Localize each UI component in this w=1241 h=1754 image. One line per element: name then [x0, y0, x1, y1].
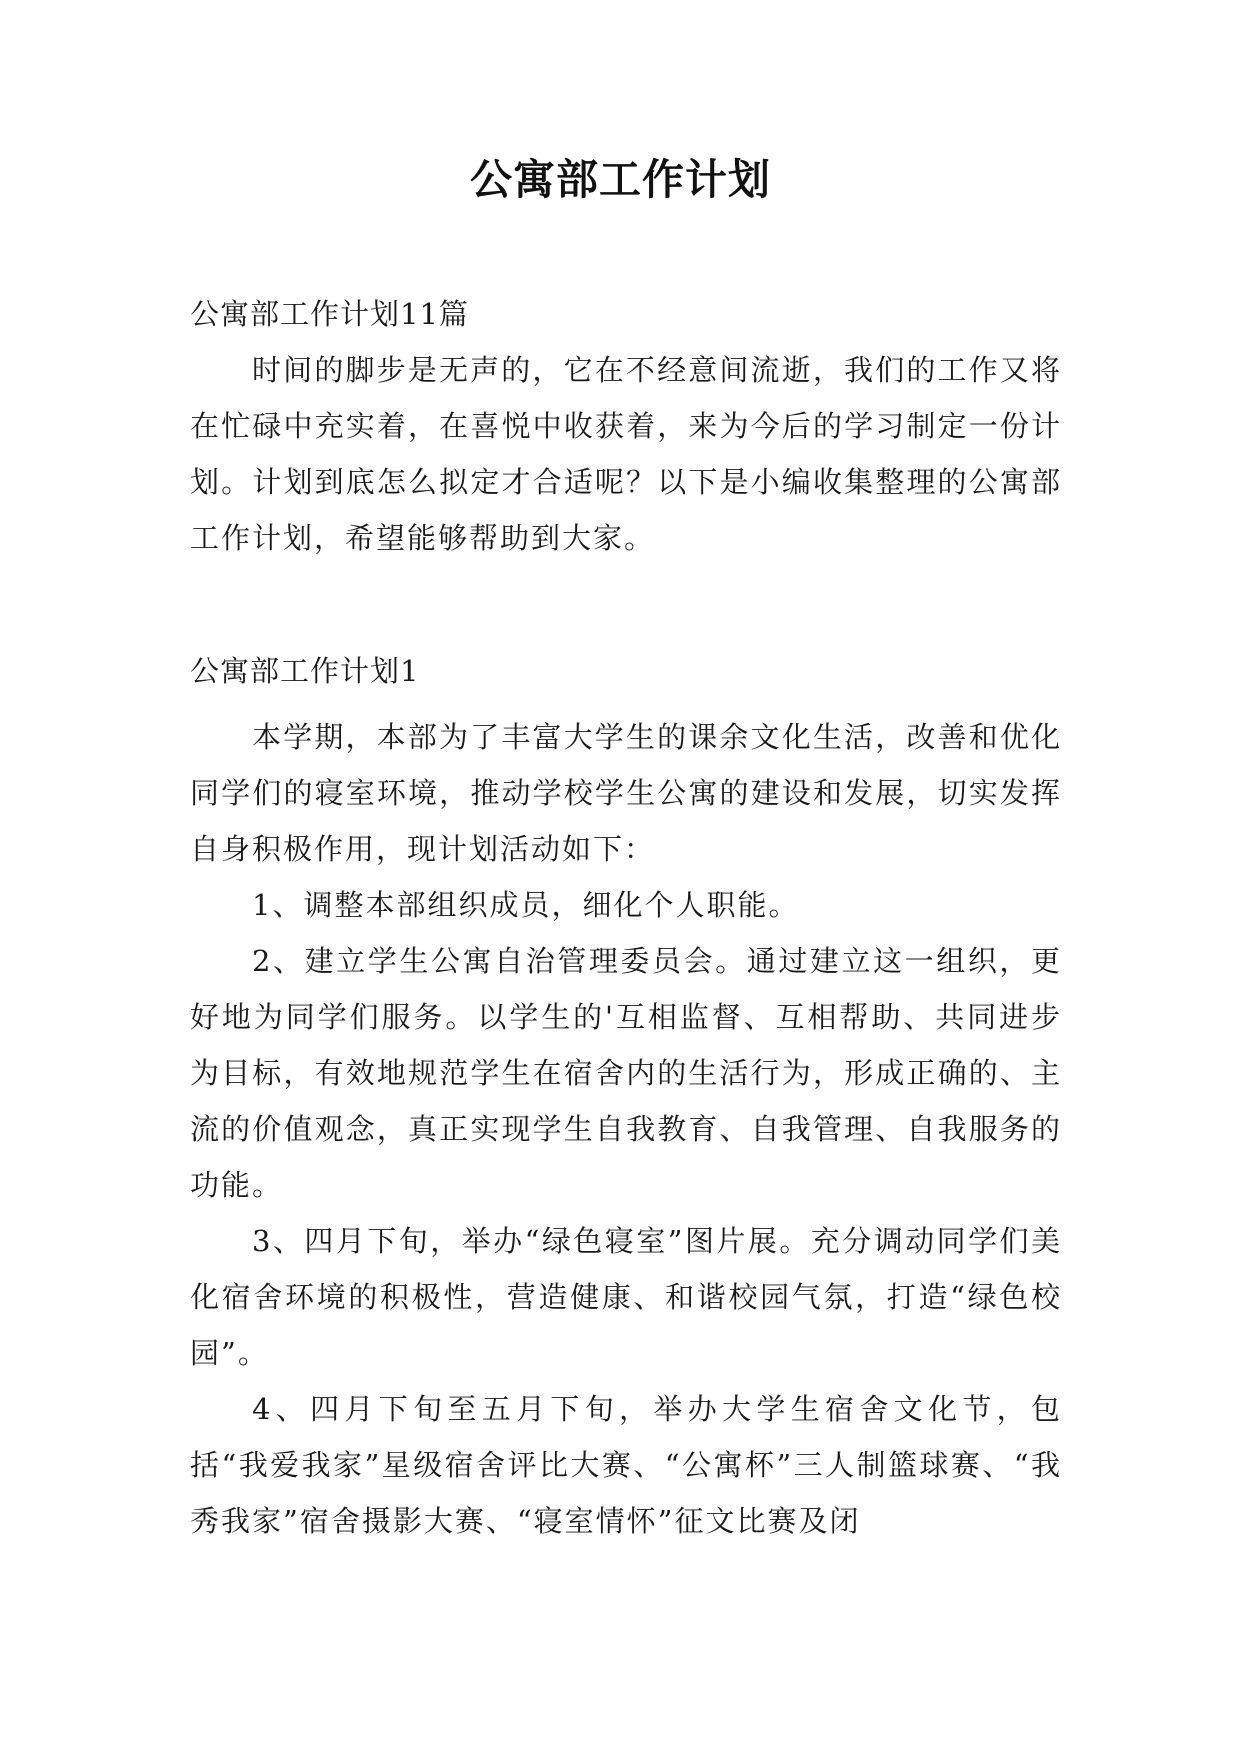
document-title: 公寓部工作计划 — [469, 155, 771, 204]
paragraph: 本学期，本部为了丰富大学生的课余文化生活，改善和优化同学们的寝室环境，推动学校学生公寓的建设和发展，切实发挥自身积极作用，现计划活动如下： — [190, 720, 1062, 866]
section-heading: 公寓部工作计划1 — [190, 654, 420, 688]
collection-heading: 公寓部工作计划11篇 — [190, 297, 469, 331]
document-body — [190, 286, 1062, 1549]
list-item: 4、四月下旬至五月下旬，举办大学生宿舍文化节，包括“我爱我家”星级宿舍评比大赛、“公寓杯”三人制篮球赛、“我秀我家”宿舍摄影大赛、“寝室情怀”征文比赛及闭 — [190, 1392, 1062, 1538]
intro-paragraph: 时间的脚步是无声的，它在不经意间流逝，我们的工作又将在忙碌中充实着，在喜悦中收获着，来为今后的学习制定一份计划。计划到底怎么拟定才合适呢？以下是小编收集整理的公寓部工作计划，希望能够帮助到大家。 — [190, 353, 1062, 555]
list-item: 3、四月下旬，举办“绿色寝室”图片展。充分调动同学们美化宿舍环境的积极性，营造健康、和谐校园气氛，打造“绿色校园”。 — [190, 1224, 1062, 1370]
list-item: 1、调整本部组织成员，细化个人职能。 — [252, 888, 800, 922]
list-item: 2、建立学生公寓自治管理委员会。通过建立这一组织，更好地为同学们服务。以学生的'互相监督、互相帮助、共同进步为目标，有效地规范学生在宿舍内的生活行为，形成正确的、主流的价值观念，真正实现学生自我教育、自我管理、自我服务的功能。 — [190, 944, 1062, 1202]
